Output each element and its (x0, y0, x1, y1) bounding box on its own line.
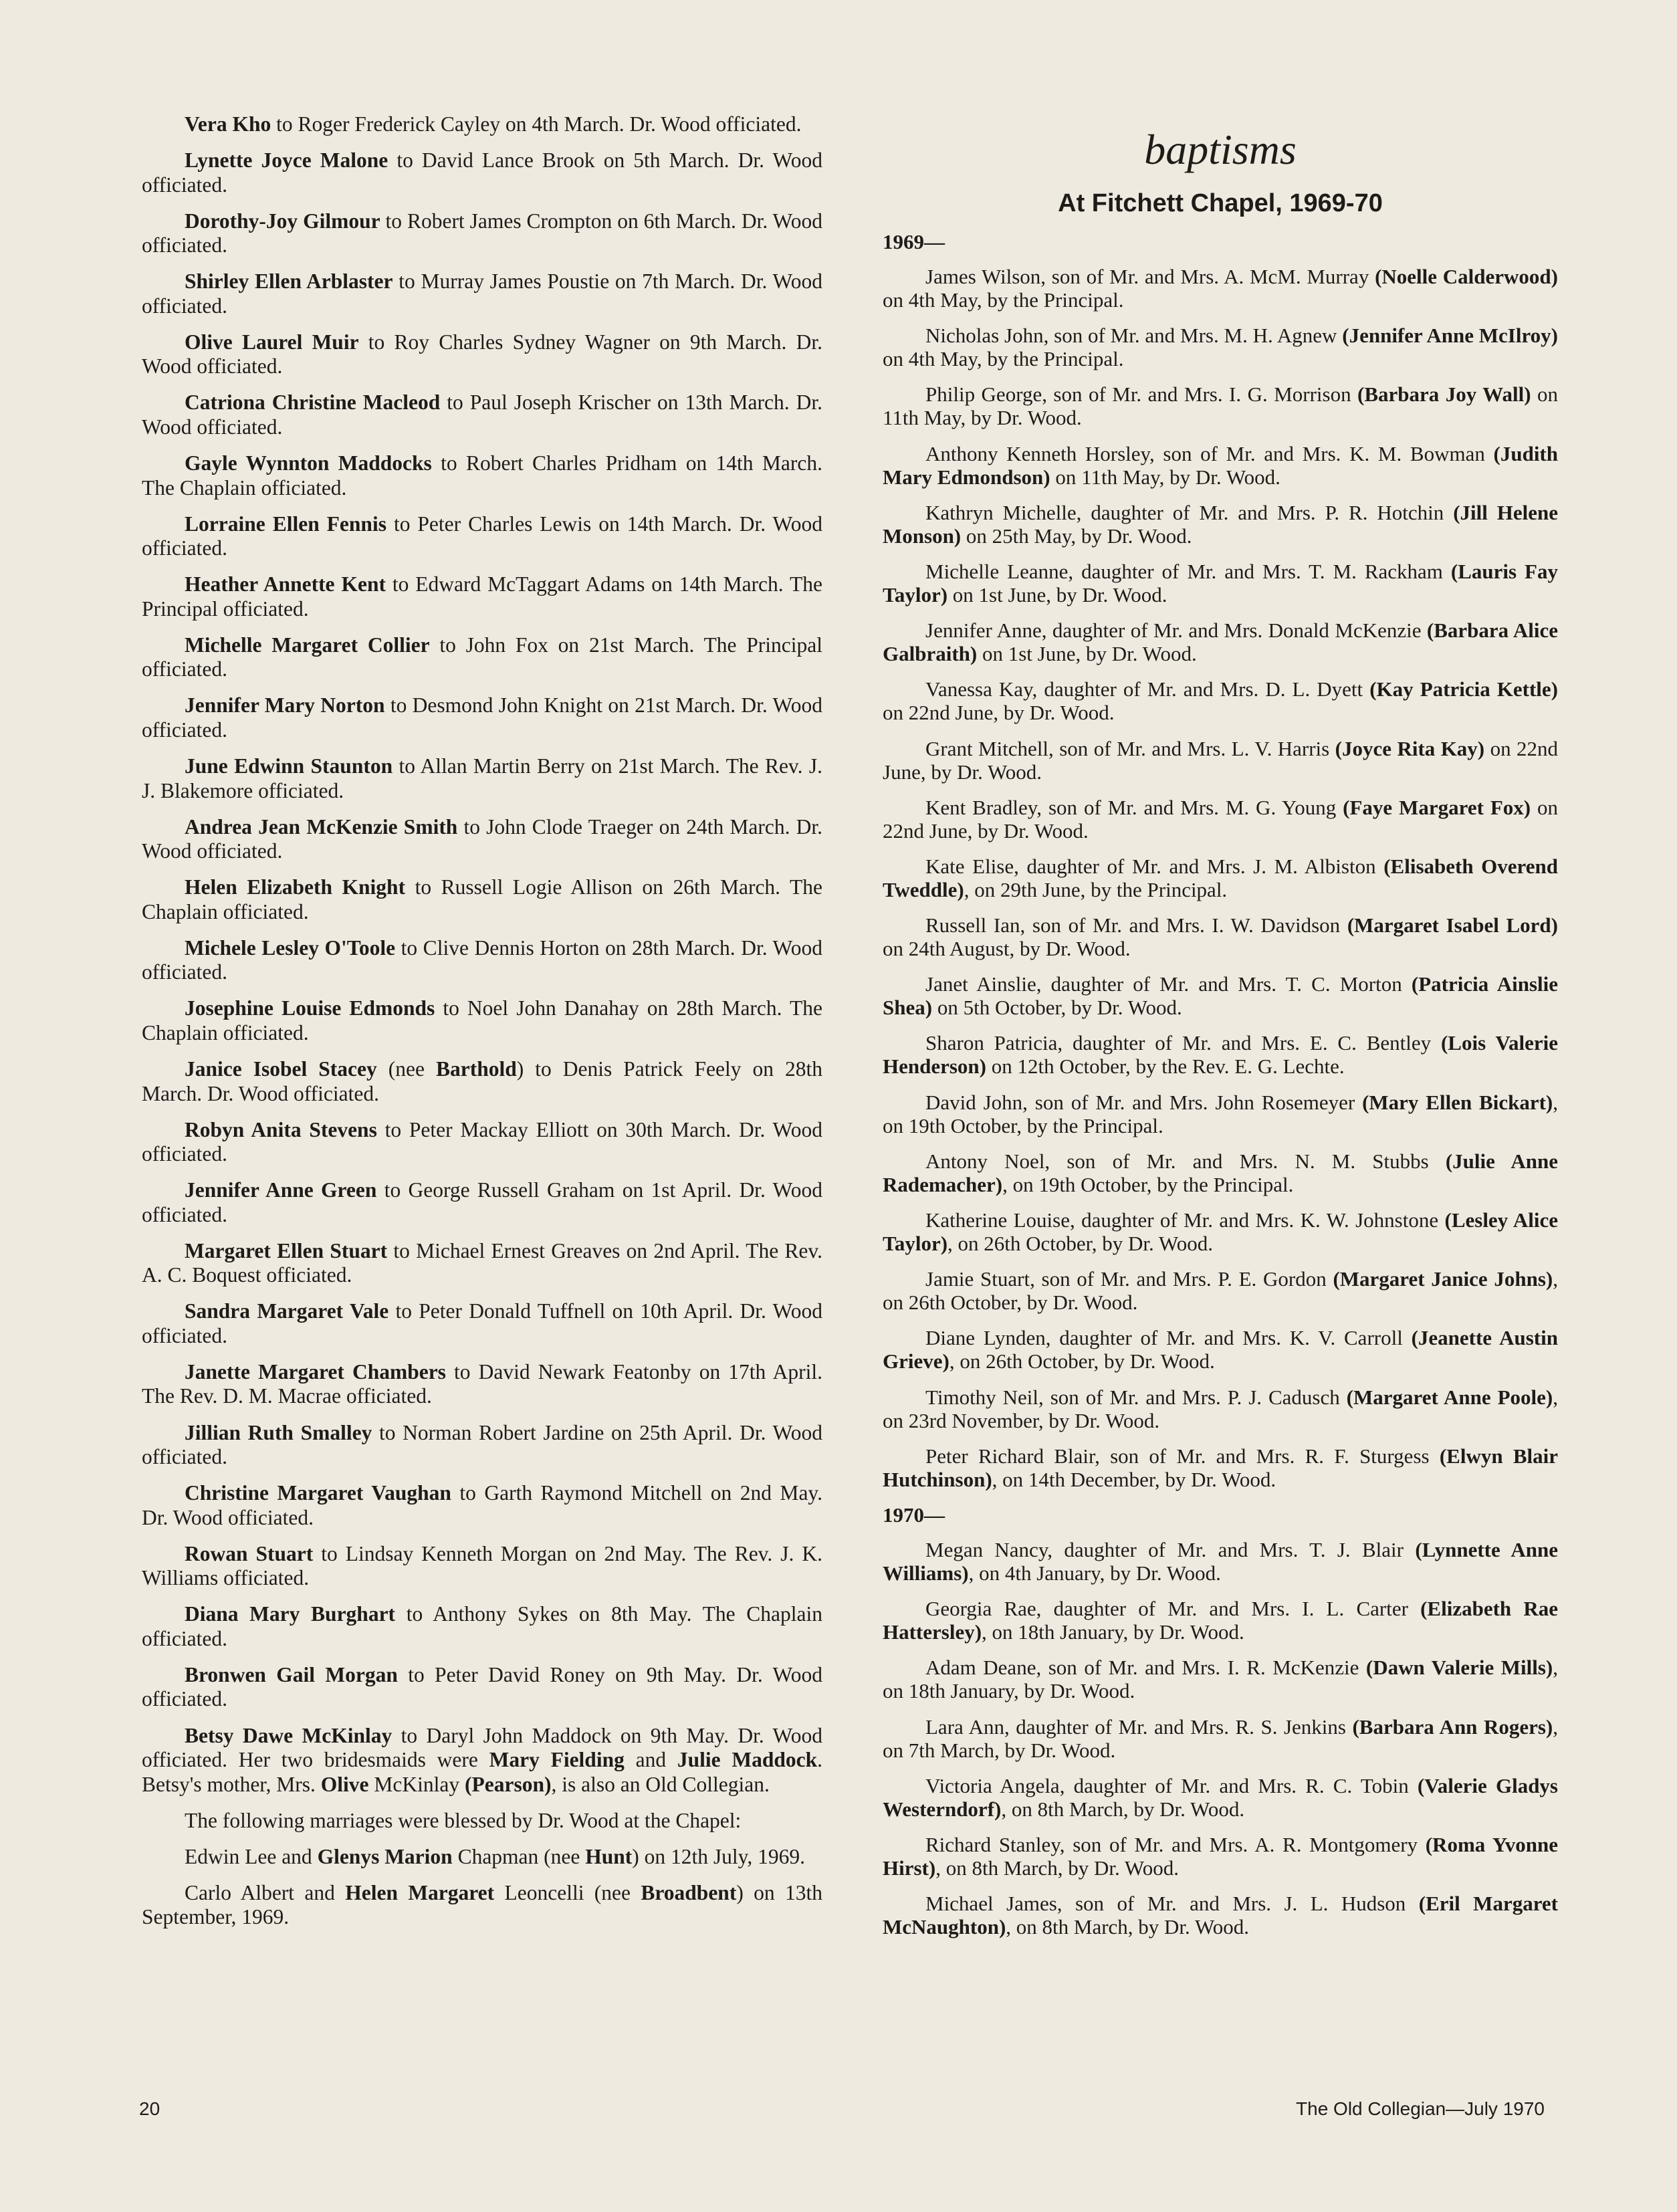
marriage-entry (142, 1421, 822, 1470)
entry-text: Russell Ian, son of Mr. and Mrs. I. W. Davidson (925, 913, 1347, 937)
entry-name: (Barbara Alice Galbraith) (883, 619, 1558, 666)
entry-text: to Daryl John Maddock on 9th May. Dr. Wood officiated. Her two bridesmaids were (142, 1723, 822, 1772)
marriage-entry (142, 1118, 822, 1167)
marriage-entry (142, 330, 822, 379)
entry-text: Kate Elise, daughter of Mr. and Mrs. J. M. Albiston (925, 854, 1384, 878)
entry-name: (Lynnette Anne Williams) (883, 1537, 1558, 1585)
entry-text: , on 7th March, by Dr. Wood. (883, 1715, 1558, 1762)
entry-name: Olive (320, 1772, 369, 1796)
entry-text: Leoncelli (nee (494, 1880, 641, 1904)
marriage-entry (142, 209, 822, 258)
entry-text: on 1st June, by Dr. Wood. (977, 642, 1197, 666)
entry-text: to Paul Joseph Krischer on 13th March. Dr. Wood officiated. (142, 391, 822, 439)
entry-name: Heather Annette Kent (185, 572, 386, 596)
baptism-entry (883, 1267, 1558, 1314)
entry-text: to John Clode Traeger on 24th March. Dr. Wood officiated. (142, 814, 822, 863)
baptism-groups (883, 230, 1558, 1939)
entry-name: Vera Kho (185, 112, 271, 136)
entry-name: Robyn Anita Stevens (185, 1117, 377, 1141)
entry-text: Kent Bradley, son of Mr. and Mrs. M. G. Young (925, 795, 1343, 819)
entry-text: and (624, 1748, 677, 1772)
baptism-entry (883, 972, 1558, 1019)
baptism-entry (883, 265, 1558, 312)
baptisms-heading: baptisms (1144, 126, 1297, 173)
entry-name: Margaret Ellen Stuart (185, 1238, 388, 1262)
entry-text: , on 18th January, by Dr. Wood. (883, 1656, 1558, 1703)
entry-name: Sandra Margaret Vale (185, 1299, 389, 1323)
entry-name: (Barbara Joy Wall) (1357, 382, 1531, 407)
baptism-entry (883, 501, 1558, 548)
entry-text: James Wilson, son of Mr. and Mrs. A. McM. Murray (925, 265, 1375, 288)
entry-text: on 11th May, by Dr. Wood. (1050, 465, 1280, 489)
marriage-entry (142, 1542, 822, 1591)
marriage-entry (142, 1178, 822, 1227)
entry-text: to David Lance Brook on 5th March. Dr. Wood officiated. (142, 148, 822, 197)
entry-text: on 24th August, by Dr. Wood. (883, 937, 1131, 961)
marriage-entry (142, 693, 822, 742)
marriage-entry (142, 148, 822, 197)
entry-text: Jennifer Anne, daughter of Mr. and Mrs. Donald McKenzie (925, 619, 1427, 643)
entry-name: Rowan Stuart (185, 1541, 314, 1565)
baptism-entry (883, 1208, 1558, 1255)
entry-name: Lorraine Ellen Fennis (185, 512, 386, 536)
entry-text: Diane Lynden, daughter of Mr. and Mrs. K. V. Carroll (925, 1326, 1412, 1350)
entry-name: Julie Maddock (677, 1748, 818, 1772)
entry-text: , on 29th June, by the Principal. (964, 877, 1228, 901)
entry-name: (Jennifer Anne McIlroy) (1342, 324, 1558, 348)
year-heading: 1969— (883, 230, 945, 253)
entry-name: (Julie Anne Rademacher) (883, 1149, 1558, 1196)
marriage-entry (142, 1299, 822, 1348)
entry-name: Catriona Christine Macleod (185, 391, 441, 415)
entry-name: Glenys Marion (317, 1844, 453, 1868)
marriage-entry (142, 1239, 822, 1288)
entry-name: (Noelle Calderwood) (1375, 265, 1558, 288)
entry-text: ) on 12th July, 1969. (632, 1844, 805, 1868)
entry-name: Helen Elizabeth Knight (185, 875, 406, 899)
baptism-entry (883, 1833, 1558, 1880)
marriage-entry (142, 1481, 822, 1530)
entry-text: to Roger Frederick Cayley on 4th March. Dr. Wood officiated. (271, 112, 802, 136)
entry-name: Olive Laurel Muir (185, 330, 359, 354)
entry-text: , on 4th January, by Dr. Wood. (968, 1561, 1221, 1585)
entry-text: to Edward McTaggart Adams on 14th March. The Principal officiated. (142, 572, 822, 621)
entry-text: to Michael Ernest Greaves on 2nd April. The Rev. A. C. Boquest officiated. (142, 1238, 822, 1287)
marriage-entry (142, 112, 822, 137)
marriage-entry (142, 996, 822, 1045)
marriage-entry (142, 1724, 822, 1797)
entry-text: to Desmond John Knight on 21st March. Dr. Wood officiated. (142, 693, 822, 742)
entry-text: Michelle Leanne, daughter of Mr. and Mrs. T. M. Rackham (925, 559, 1451, 583)
entry-text: on 5th October, by Dr. Wood. (932, 996, 1182, 1020)
entry-name: (Roma Yvonne Hirst) (883, 1832, 1558, 1880)
entry-name: Bronwen Gail Morgan (185, 1662, 398, 1686)
entry-name: (Elizabeth Rae Hattersley) (883, 1597, 1559, 1644)
entry-text: Sharon Patricia, daughter of Mr. and Mrs. E. C. Bentley (925, 1031, 1441, 1055)
baptisms-column (883, 112, 1558, 1951)
baptism-entry (883, 1538, 1558, 1585)
entry-text: on 11th May, by Dr. Wood. (883, 382, 1558, 430)
entry-text: Lara Ann, daughter of Mr. and Mrs. R. S. Jenkins (925, 1715, 1353, 1739)
entry-text: Victoria Angela, daughter of Mr. and Mrs. R. C. Tobin (925, 1773, 1418, 1797)
marriage-entry (142, 391, 822, 439)
entry-text: to Russell Logie Allison on 26th March. The Chaplain officiated. (142, 875, 822, 923)
entry-name: (Jill Helene Monson) (883, 500, 1559, 548)
entry-text: Nicholas John, son of Mr. and Mrs. M. H. Agnew (925, 324, 1343, 348)
entry-text: Janet Ainslie, daughter of Mr. and Mrs. T. C. Morton (925, 972, 1412, 996)
entry-text: to Robert James Crompton on 6th March. Dr. Wood officiated. (142, 209, 823, 257)
entry-name: Jillian Ruth Smalley (185, 1420, 372, 1444)
entry-name: Betsy Dawe McKinlay (185, 1723, 393, 1747)
entry-text: Adam Deane, son of Mr. and Mrs. I. R. McKenzie (925, 1656, 1366, 1680)
entry-text: Edwin Lee and (185, 1844, 318, 1868)
marriage-entry (142, 875, 822, 924)
running-title: The Old Collegian—July 1970 (1296, 2098, 1545, 2119)
baptism-entry (883, 1597, 1558, 1644)
marriage-entry (142, 1057, 822, 1106)
entry-name: Shirley Ellen Arblaster (185, 269, 393, 294)
entry-name: Barthold (435, 1057, 517, 1081)
entry-text: Kathryn Michelle, daughter of Mr. and Mrs. P. R. Hotchin (925, 500, 1454, 524)
baptism-entry (883, 1656, 1558, 1702)
entry-name: Janette Margaret Chambers (185, 1359, 446, 1384)
entry-name: (Elwyn Blair Hutchinson) (883, 1444, 1558, 1491)
entry-text: Philip George, son of Mr. and Mrs. I. G. Morrison (925, 382, 1358, 407)
entry-name: (Barbara Ann Rogers) (1352, 1715, 1553, 1739)
entry-text: , on 26th October, by Dr. Wood. (947, 1232, 1213, 1255)
marriage-entry (142, 936, 822, 985)
baptism-entry (883, 442, 1558, 489)
marriage-entry (142, 1663, 822, 1712)
entry-name: (Elisabeth Overend Tweddle) (883, 854, 1558, 901)
entry-text: Carlo Albert and (185, 1880, 346, 1904)
entry-text: to Noel John Danahay on 28th March. The Chaplain officiated. (142, 996, 822, 1044)
entry-text: McKinlay (368, 1772, 465, 1796)
entry-text: Georgia Rae, daughter of Mr. and Mrs. I. L. Carter (925, 1597, 1421, 1621)
entry-name: Lynette Joyce Malone (185, 148, 388, 173)
marriage-entry (142, 754, 822, 803)
entry-name: Andrea Jean McKenzie Smith (185, 814, 458, 839)
entry-name: Michele Lesley O'Toole (185, 935, 396, 960)
entry-text: (nee (376, 1057, 436, 1081)
entry-text: Richard Stanley, son of Mr. and Mrs. A. R. Montgomery (925, 1832, 1426, 1856)
entry-text: to David Newark Featonby on 17th April. The Rev. D. M. Macrae officiated. (142, 1359, 822, 1408)
baptism-entry (883, 1774, 1558, 1821)
entry-text: Timothy Neil, son of Mr. and Mrs. P. J. Cadusch (925, 1385, 1347, 1409)
entry-name: Hunt (585, 1844, 633, 1868)
entry-name: Christine Margaret Vaughan (185, 1481, 451, 1505)
baptism-entry (883, 382, 1558, 429)
entry-name: (Patricia Ainslie Shea) (883, 972, 1558, 1020)
baptism-entry (883, 677, 1558, 724)
entry-name: Janice Isobel Stacey (185, 1057, 377, 1081)
entry-name: (Valerie Gladys Westerndorf) (883, 1773, 1559, 1821)
entry-name: (Pearson) (465, 1772, 552, 1796)
entry-name: (Mary Ellen Bickart) (1362, 1090, 1553, 1114)
entry-name: (Margaret Anne Poole) (1346, 1385, 1553, 1409)
entry-text: Antony Noel, son of Mr. and Mrs. N. M. Stubbs (925, 1149, 1446, 1173)
baptism-entry (883, 913, 1558, 960)
entry-text: , on 23rd November, by Dr. Wood. (883, 1385, 1558, 1432)
entry-text: to George Russell Graham on 1st April. Dr. Wood officiated. (142, 1178, 822, 1226)
entry-text: Vanessa Kay, daughter of Mr. and Mrs. D. L. Dyett (925, 677, 1370, 701)
marriage-entry (142, 633, 822, 682)
baptism-entry (883, 619, 1558, 665)
entry-text: on 4th May, by the Principal. (883, 347, 1124, 371)
entry-text: , on 26th October, by Dr. Wood. (949, 1349, 1215, 1373)
baptism-entry (883, 1892, 1558, 1939)
entry-text: , on 8th March, by Dr. Wood. (1001, 1797, 1245, 1821)
page-number: 20 (139, 2098, 160, 2119)
entry-text: to Garth Raymond Mitchell on 2nd May. Dr. Wood officiated. (142, 1481, 822, 1529)
entry-name: (Jeanette Austin Grieve) (883, 1326, 1558, 1373)
marriage-entry (142, 269, 822, 318)
entry-name: (Lois Valerie Henderson) (883, 1031, 1558, 1079)
entry-name: Dorothy-Joy Gilmour (185, 209, 380, 233)
entry-text: to Peter Charles Lewis on 14th March. Dr. Wood officiated. (142, 512, 823, 560)
entry-name: June Edwinn Staunton (185, 754, 393, 778)
entry-name: (Kay Patricia Kettle) (1369, 677, 1558, 701)
marriage-entry (142, 1360, 822, 1409)
entry-name: (Joyce Rita Kay) (1335, 736, 1485, 760)
entry-text: , on 8th March, by Dr. Wood. (935, 1856, 1179, 1880)
entry-name: (Lesley Alice Taylor) (883, 1208, 1558, 1255)
entry-text: to Norman Robert Jardine on 25th April. Dr. Wood officiated. (142, 1420, 822, 1469)
marriage-entry (142, 1602, 822, 1651)
entry-text: to Murray James Poustie on 7th March. Dr. Wood officiated. (142, 269, 822, 318)
entry-text: on 12th October, by the Rev. E. G. Lechte. (986, 1055, 1345, 1079)
entry-text: on 22nd June, by Dr. Wood. (883, 795, 1559, 843)
entry-name: (Eril Margaret McNaughton) (883, 1892, 1558, 1939)
entry-name: (Judith Mary Edmondson) (883, 441, 1558, 489)
marriage-entry (142, 512, 822, 561)
entry-text: to Peter David Roney on 9th May. Dr. Wood officiated. (142, 1662, 822, 1711)
baptism-entry (883, 1149, 1558, 1196)
entry-text: , on 8th March, by Dr. Wood. (1006, 1915, 1250, 1939)
marriage-entry (142, 1881, 822, 1930)
entry-name: Mary Fielding (489, 1748, 625, 1772)
entry-name: Michelle Margaret Collier (185, 633, 430, 657)
entry-text: . Betsy's mother, Mrs. (142, 1748, 822, 1796)
entry-name: Helen Margaret (345, 1880, 495, 1904)
marriage-entry (142, 1809, 822, 1834)
entry-text: Chapman (nee (452, 1844, 586, 1868)
entry-text: on 22nd June, by Dr. Wood. (883, 701, 1115, 725)
baptism-entry (883, 1444, 1558, 1491)
entry-text: , on 14th December, by Dr. Wood. (992, 1467, 1276, 1491)
year-heading: 1970— (883, 1503, 945, 1527)
entry-name: (Margaret Isabel Lord) (1347, 913, 1558, 937)
entry-name: (Faye Margaret Fox) (1343, 795, 1531, 819)
entry-text: Katherine Louise, daughter of Mr. and Mrs. K. W. Johnstone (925, 1208, 1445, 1232)
entry-text: to Lindsay Kenneth Morgan on 2nd May. The Rev. J. K. Williams officiated. (142, 1541, 822, 1590)
entry-text: Michael James, son of Mr. and Mrs. J. L. Hudson (925, 1892, 1419, 1916)
entry-name: (Dawn Valerie Mills) (1365, 1656, 1553, 1680)
baptisms-subheading: At Fitchett Chapel, 1969-70 (1058, 189, 1383, 217)
entry-text: Megan Nancy, daughter of Mr. and Mrs. T. J. Blair (925, 1537, 1416, 1561)
baptism-entry (883, 855, 1558, 901)
entry-text: to Anthony Sykes on 8th May. The Chaplain officiated. (142, 1602, 822, 1650)
entry-text: David John, son of Mr. and Mrs. John Rosemeyer (925, 1090, 1363, 1114)
entry-name: Broadbent (641, 1880, 737, 1904)
entry-name: Gayle Wynnton Maddocks (185, 451, 432, 475)
entry-name: Josephine Louise Edmonds (185, 996, 435, 1020)
entry-text: , on 19th October, by the Principal. (883, 1090, 1558, 1137)
baptism-entry (883, 1031, 1558, 1078)
marriages-column (142, 112, 822, 1941)
baptism-entry (883, 796, 1558, 843)
baptism-entry (883, 1091, 1558, 1137)
baptism-entry (883, 1326, 1558, 1373)
marriage-entry (142, 1845, 822, 1870)
entry-text: Anthony Kenneth Horsley, son of Mr. and Mrs. K. M. Bowman (925, 441, 1494, 465)
entry-text: to Robert Charles Pridham on 14th March. The Chaplain officiated. (142, 451, 822, 500)
marriage-entry (142, 572, 822, 621)
entry-text: on 22nd June, by Dr. Wood. (883, 736, 1558, 784)
entry-text: , on 18th January, by Dr. Wood. (982, 1620, 1244, 1644)
entry-text: , on 26th October, by Dr. Wood. (883, 1267, 1558, 1315)
entry-text: , is also an Old Collegian. (551, 1772, 770, 1796)
entry-text: Peter Richard Blair, son of Mr. and Mrs. R. F. Sturgess (925, 1444, 1440, 1468)
entry-text: ) to Denis Patrick Feely on 28th March. Dr. Wood officiated. (142, 1057, 822, 1105)
entry-text: ) on 13th September, 1969. (142, 1880, 822, 1929)
entry-text: on 1st June, by Dr. Wood. (947, 582, 1167, 606)
baptism-entry (883, 560, 1558, 606)
entry-name: (Lauris Fay Taylor) (883, 559, 1558, 606)
marriage-entry (142, 451, 822, 500)
entry-text: on 25th May, by Dr. Wood. (961, 524, 1192, 548)
entry-text: to Clive Dennis Horton on 28th March. Dr. Wood officiated. (142, 935, 822, 984)
entry-text: to Allan Martin Berry on 21st March. The Rev. J. J. Blakemore officiated. (142, 754, 823, 802)
entry-name: (Margaret Janice Johns) (1333, 1267, 1553, 1291)
entry-text: to Peter Donald Tuffnell on 10th April. Dr. Wood officiated. (142, 1299, 823, 1347)
entry-name: Diana Mary Burghart (185, 1602, 396, 1626)
entry-text: to Roy Charles Sydney Wagner on 9th March. Dr. Wood officiated. (142, 330, 822, 378)
baptism-entry (883, 737, 1558, 784)
entry-text: , on 19th October, by the Principal. (1002, 1172, 1294, 1196)
baptism-entry (883, 1386, 1558, 1432)
baptism-entry (883, 324, 1558, 370)
entry-text: on 4th May, by the Principal. (883, 288, 1124, 312)
entry-text: The following marriages were blessed by Dr. Wood at the Chapel: (185, 1808, 742, 1832)
entry-text: Grant Mitchell, son of Mr. and Mrs. L. V. Harris (925, 736, 1335, 760)
entry-name: Jennifer Mary Norton (185, 693, 385, 717)
marriage-entry (142, 815, 822, 864)
entry-text: to Peter Mackay Elliott on 30th March. Dr. Wood officiated. (142, 1117, 823, 1166)
entry-name: Jennifer Anne Green (185, 1178, 377, 1202)
entry-text: to John Fox on 21st March. The Principal officiated. (142, 633, 822, 681)
entry-text: Jamie Stuart, son of Mr. and Mrs. P. E. Gordon (925, 1267, 1333, 1291)
baptism-entry (883, 1715, 1558, 1762)
